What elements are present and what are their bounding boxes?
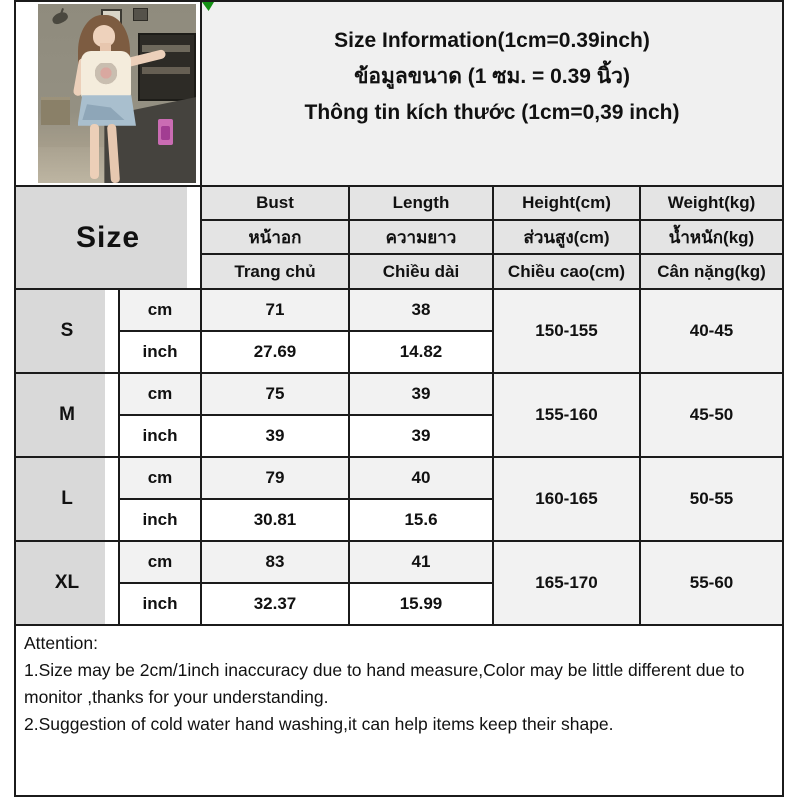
corner-triangle-icon — [202, 2, 214, 11]
unit-label-inch: inch — [120, 332, 202, 374]
value-s-bust-inch: 27.69 — [202, 332, 350, 374]
title-cell — [202, 2, 782, 187]
title-th: ข้อมูลขนาด (1 ซม. = 0.39 นิ้ว) — [354, 64, 630, 88]
photo-wall-frame-2 — [133, 8, 148, 21]
size-header-cell: Size — [16, 187, 202, 290]
col-header-height-th: ส่วนสูง(cm) — [494, 221, 641, 255]
value-l-length-cm: 40 — [350, 458, 494, 500]
value-l-bust-inch: 30.81 — [202, 500, 350, 542]
unit-label-cm: cm — [120, 542, 202, 584]
value-l-bust-cm: 79 — [202, 458, 350, 500]
col-header-weight-en: Weight(kg) — [641, 187, 782, 221]
value-s-weight: 40-45 — [641, 290, 782, 374]
value-xl-bust-cm: 83 — [202, 542, 350, 584]
photo-side-table — [41, 97, 69, 125]
value-l-height: 160-165 — [494, 458, 641, 542]
value-l-length-inch: 15.6 — [350, 500, 494, 542]
product-photo-cell — [16, 2, 202, 187]
unit-label-cm: cm — [120, 290, 202, 332]
col-header-length-th: ความยาว — [350, 221, 494, 255]
unit-label-cm: cm — [120, 374, 202, 416]
photo-shelf-2 — [142, 67, 189, 74]
col-header-bust-en: Bust — [202, 187, 350, 221]
value-s-length-cm: 38 — [350, 290, 494, 332]
value-s-height: 150-155 — [494, 290, 641, 374]
value-m-height: 155-160 — [494, 374, 641, 458]
value-s-bust-cm: 71 — [202, 290, 350, 332]
value-m-length-cm: 39 — [350, 374, 494, 416]
col-header-height-vi: Chiều cao(cm) — [494, 255, 641, 290]
attention-note — [16, 626, 782, 795]
value-xl-length-cm: 41 — [350, 542, 494, 584]
size-row-label-s: S — [16, 290, 120, 374]
photo-top-print — [95, 63, 117, 88]
value-l-weight: 50-55 — [641, 458, 782, 542]
value-m-weight: 45-50 — [641, 374, 782, 458]
col-header-bust-vi: Trang chủ — [202, 255, 350, 290]
title-vi: Thông tin kích thước (1cm=0,39 inch) — [304, 100, 680, 124]
value-s-length-inch: 14.82 — [350, 332, 494, 374]
photo-model-leg — [90, 124, 99, 179]
attention-line-2: 2.Suggestion of cold water hand washing,it can help items keep their shape. — [24, 714, 614, 734]
value-m-length-inch: 39 — [350, 416, 494, 458]
col-header-bust-th: หน้าอก — [202, 221, 350, 255]
value-xl-weight: 55-60 — [641, 542, 782, 626]
value-m-bust-inch: 39 — [202, 416, 350, 458]
size-row-label-xl: XL — [16, 542, 120, 626]
unit-label-cm: cm — [120, 458, 202, 500]
size-row-label-l: L — [16, 458, 120, 542]
col-header-height-en: Height(cm) — [494, 187, 641, 221]
value-xl-height: 165-170 — [494, 542, 641, 626]
unit-label-inch: inch — [120, 416, 202, 458]
value-xl-length-inch: 15.99 — [350, 584, 494, 626]
attention-line-1: 1.Size may be 2cm/1inch inaccuracy due to hand measure,Color may be little different due to monitor ,thanks for your understanding. — [24, 660, 745, 707]
photo-lamp-head — [51, 10, 70, 26]
size-chart-sheet — [14, 0, 784, 797]
col-header-weight-th: น้ำหนัก(kg) — [641, 221, 782, 255]
col-header-weight-vi: Cân nặng(kg) — [641, 255, 782, 290]
photo-pink-sticker-2 — [161, 126, 170, 140]
col-header-length-en: Length — [350, 187, 494, 221]
photo-shelf — [142, 45, 189, 52]
unit-label-inch: inch — [120, 584, 202, 626]
title-en: Size Information(1cm=0.39inch) — [334, 28, 650, 52]
col-header-length-vi: Chiều dài — [350, 255, 494, 290]
unit-label-inch: inch — [120, 500, 202, 542]
value-xl-bust-inch: 32.37 — [202, 584, 350, 626]
attention-heading: Attention: — [24, 633, 98, 653]
value-m-bust-cm: 75 — [202, 374, 350, 416]
model-photo — [38, 4, 196, 183]
size-row-label-m: M — [16, 374, 120, 458]
